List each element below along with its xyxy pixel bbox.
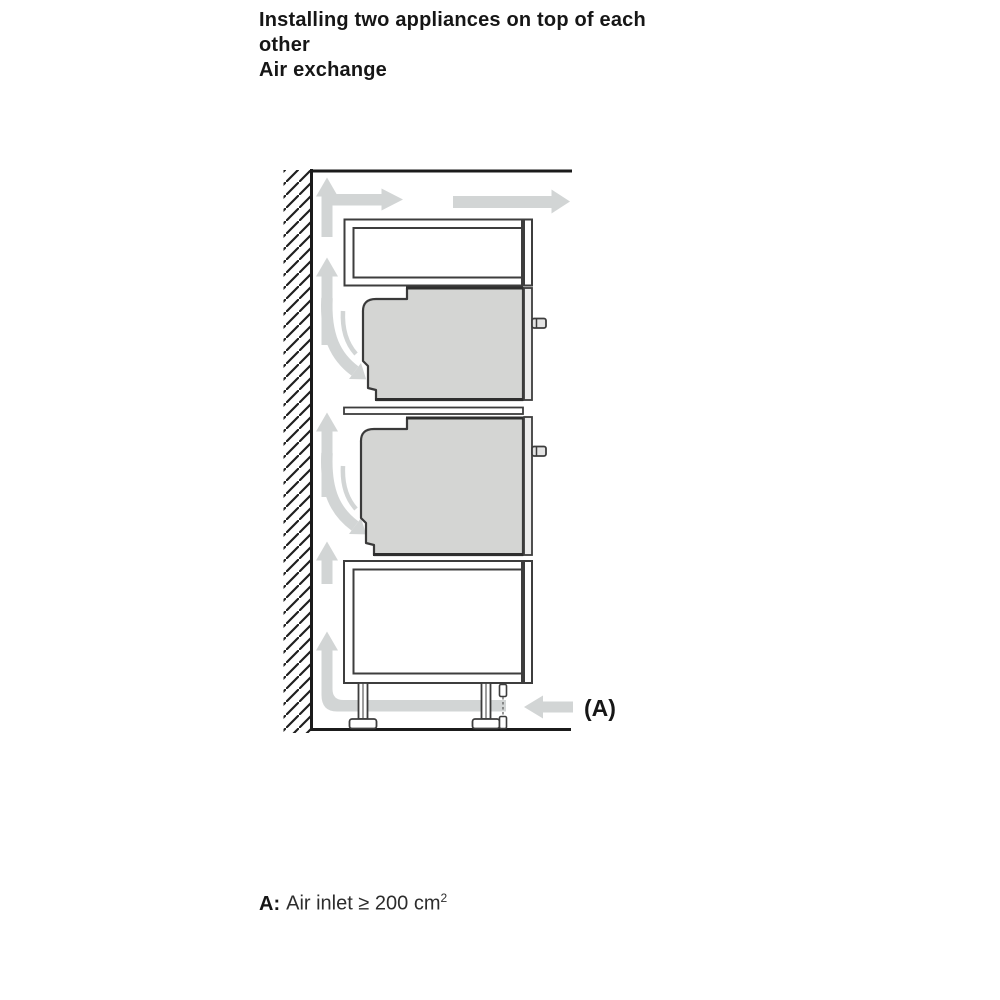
- airflow-swoosh-upper: [343, 311, 356, 354]
- air-inlet-arrow: [524, 696, 573, 719]
- lower-appliance-body: [361, 418, 523, 555]
- foot-adjuster-top: [500, 685, 507, 697]
- middle-shelf: [344, 408, 523, 415]
- base-cabinet-front-panel: [524, 561, 532, 683]
- upper-appliance-door: [524, 288, 532, 400]
- airflow-up-arrow-top: [316, 178, 338, 238]
- airflow-curve-lower: [327, 453, 355, 526]
- caption-text: Air inlet ≥ 200 cm: [286, 892, 441, 915]
- right-foot: [473, 719, 500, 729]
- airflow-up-arrow-base: [316, 542, 338, 585]
- lower-appliance: [361, 417, 546, 555]
- top-compartment: [345, 220, 533, 286]
- caption-superscript: 2: [440, 891, 448, 905]
- air-inlet-label: (A): [584, 695, 616, 721]
- caption-key: A:: [259, 892, 281, 915]
- figure-caption: [259, 891, 447, 916]
- top-compartment-inner: [354, 228, 523, 278]
- base-cabinet: [344, 561, 532, 683]
- airflow-curve-upper: [327, 298, 355, 371]
- upper-appliance: [363, 288, 546, 400]
- airflow-swoosh-lower: [343, 466, 356, 509]
- left-foot: [350, 719, 377, 729]
- airflow-right-arrow-long: [453, 190, 570, 214]
- lower-appliance-door: [524, 417, 532, 555]
- lower-appliance-handle: [532, 447, 546, 457]
- title-line-2: other: [259, 34, 310, 56]
- base-cabinet-inner: [354, 570, 523, 674]
- upper-appliance-handle: [532, 319, 546, 329]
- top-compartment-front-panel: [524, 220, 532, 286]
- title-line-1: Installing two appliances on top of each: [259, 9, 646, 31]
- wall-hatching: [284, 170, 312, 733]
- foot-adjuster-bottom: [500, 717, 507, 729]
- title-line-3: Air exchange: [259, 59, 388, 81]
- upper-appliance-body: [363, 288, 523, 400]
